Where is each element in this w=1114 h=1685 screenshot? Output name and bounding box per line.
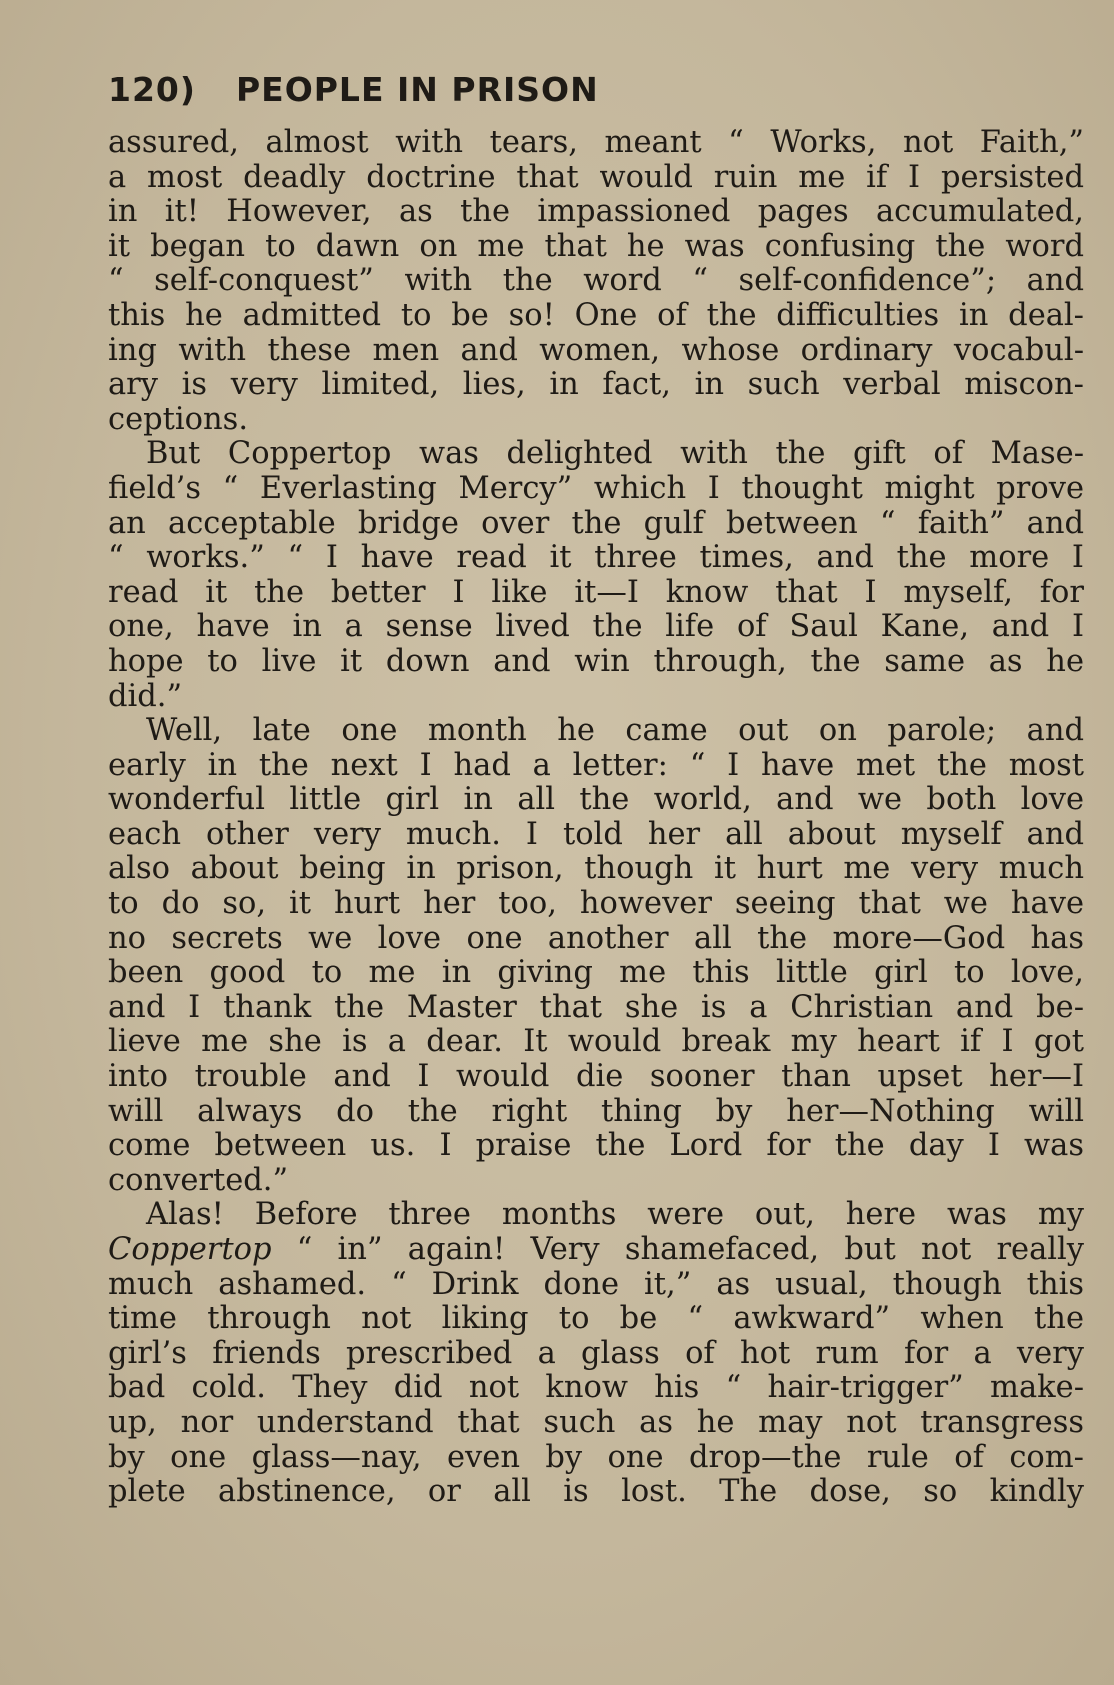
text-line: field’s “ Everlasting Mercy” which I thought might prove [108,470,1084,506]
text-line: by one glass—nay, even by one drop—the rule of com- [108,1439,1084,1475]
text-line: come between us. I praise the Lord for the day I was [108,1128,1084,1164]
running-header [108,70,599,109]
text-line: will always do the right thing by her—Nothing will [108,1093,1084,1129]
text-line: converted.” [108,1162,289,1198]
body-text [108,126,1084,1510]
text-line: girl’s friends prescribed a glass of hot rum for a very [108,1335,1084,1371]
text-line: no secrets we love one another all the more—God has [108,920,1084,956]
text-line: much ashamed. “ Drink done it,” as usual, though this [108,1266,1084,1302]
line-rest: “ in” again! Very shamefaced, but not really [271,1232,1084,1267]
text-line: and I thank the Master that she is a Christian and be- [108,989,1084,1025]
text-line: did.” [108,678,183,714]
text-line [108,1233,1084,1268]
text-line: “ self-conquest” with the word “ self-confidence”; and [108,263,1084,299]
text-line: read it the better I like it—I know that I myself, for [108,574,1084,610]
text-line: plete abstinence, or all is lost. The dose, so kindly [108,1474,1084,1510]
text-line: also about being in prison, though it hurt me very much [108,851,1084,887]
text-line: a most deadly doctrine that would ruin me if I persisted [108,159,1084,195]
text-line: But Coppertop was delighted with the gift of Mase- [146,436,1084,472]
text-line: time through not liking to be “ awkward” when the [108,1301,1084,1337]
italic-name: Coppertop [108,1232,272,1267]
text-line: up, nor understand that such as he may not transgress [108,1404,1084,1440]
text-line: it began to dawn on me that he was confusing the word [108,228,1084,264]
page-number: 120) [108,70,196,109]
text-line: Well, late one month he came out on parole; and [146,713,1084,749]
text-line: in it! However, as the impassioned pages accumulated, [108,194,1084,230]
text-line: wonderful little girl in all the world, and we both love [108,782,1084,818]
text-line: bad cold. They did not know his “ hair-trigger” make- [108,1370,1084,1406]
text-line: early in the next I had a letter: “ I have met the most [108,747,1084,783]
text-line: this he admitted to be so! One of the difficulties in deal- [108,297,1084,333]
text-line: into trouble and I would die sooner than upset her—I [108,1059,1084,1095]
text-line: an acceptable bridge over the gulf between “ faith” and [108,505,1084,541]
text-line: assured, almost with tears, meant “ Works, not Faith,” [108,125,1084,160]
text-line: ary is very limited, lies, in fact, in such verbal miscon- [108,367,1084,403]
text-line: been good to me in giving me this little girl to love, [108,955,1084,991]
text-line: one, have in a sense lived the life of Saul Kane, and I [108,609,1084,645]
text-line: lieve me she is a dear. It would break my heart if I got [108,1024,1084,1060]
text-line: hope to live it down and win through, the same as he [108,643,1084,679]
running-title: PEOPLE IN PRISON [235,70,599,109]
text-line: to do so, it hurt her too, however seeing that we have [108,886,1084,922]
text-line: each other very much. I told her all about myself and [108,816,1084,852]
text-line: ing with these men and women, whose ordinary vocabul- [108,332,1084,368]
text-line: “ works.” “ I have read it three times, and the more I [108,540,1084,576]
text-line: Alas! Before three months were out, here was my [146,1197,1084,1233]
text-line: ceptions. [108,401,249,437]
